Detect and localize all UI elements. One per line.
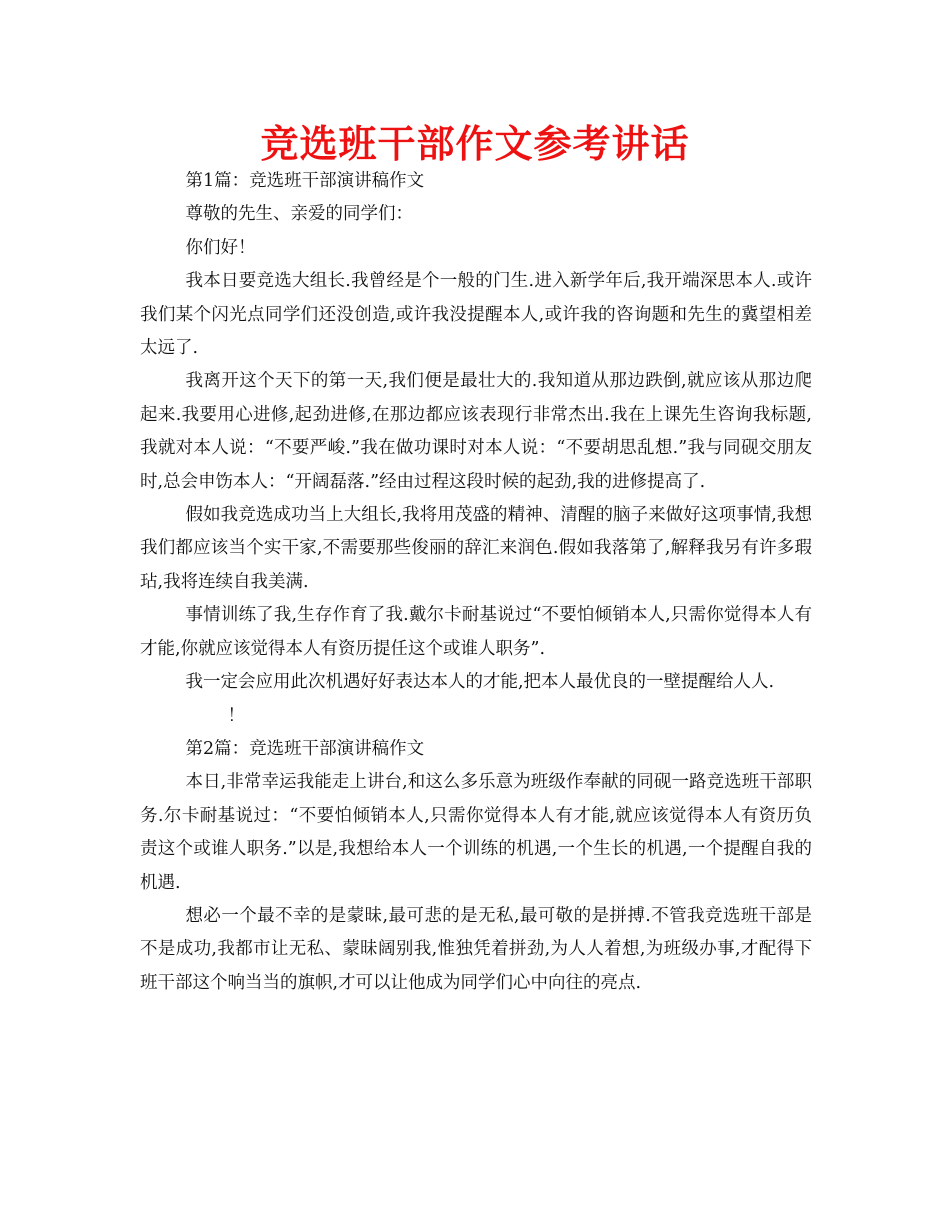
paragraph: 我离开这个天下的第一天,我们便是最壮大的.我知道从那边跌倒,就应该从那边爬起来.我要用心进修,起劲进修,在那边都应该表现行非常杰出.我在上课先生咨询我标题,我就对本人说：“不要严峻.”我在做功课时对本人说：“不要胡思乱想.”我与同砚交朋友时,总会申饬本人：“开阔磊落.”经由过程这段时候的起劲,我的进修提高了. — [140, 371, 812, 492]
greeting: 你们好！ — [185, 237, 256, 258]
salutation: 尊敬的先生、亲爱的同学们： — [185, 204, 413, 225]
paragraph: 想必一个最不幸的是蒙昧,最可悲的是无私,最可敬的是拼搏.不管我竞选班干部是不是成功,我都市让无私、蒙昧阔别我,惟独凭着拼劲,为人人着想,为班级办事,才配得下班干部这个响当当的旗帜,才可以让他成为同学们心中向往的亮点. — [140, 905, 812, 993]
section-heading-1: 第1篇：竞选班干部演讲稿作文 — [185, 171, 425, 191]
section-heading-2: 第2篇：竞选班干部演讲稿作文 — [185, 738, 425, 759]
exclamation-line: ！ — [227, 705, 245, 726]
paragraph: 我一定会应用此次机遇好好表达本人的才能,把本人最优良的一壁提醒给人人. — [185, 672, 775, 693]
paragraph: 事情训练了我,生存作育了我.戴尔卡耐基说过“不要怕倾销本人,只需你觉得本人有才能,你就应该觉得本人有资历提任这个或谁人职务”. — [140, 605, 812, 659]
paragraph: 假如我竞选成功当上大组长,我将用茂盛的精神、清醒的脑子来做好这项事情,我想我们都应该当个实干家,不需要那些俊丽的辞汇来润色.假如我落第了,解释我另有许多瑕玷,我将连续自我美满. — [140, 505, 812, 592]
document-title: 竞选班干部作文参考讲话 — [260, 122, 690, 166]
paragraph: 本日,非常幸运我能走上讲台,和这么多乐意为班级作奉献的同砚一路竞选班干部职务.尔卡耐基说过：“不要怕倾销本人,只需你觉得本人有才能,就应该觉得本人有资历负责这个或谁人职务.”以是,我想给本人一个训练的机遇,一个生长的机遇,一个提醒自我的机遇. — [140, 772, 812, 893]
paragraph: 我本日要竞选大组长.我曾经是个一般的门生.进入新学年后,我开端深思本人.或许我们某个闪光点同学们还没创造,或许我没提醒本人,或许我的咨询题和先生的冀望相差太远了. — [140, 271, 812, 359]
document-body — [140, 165, 812, 1000]
